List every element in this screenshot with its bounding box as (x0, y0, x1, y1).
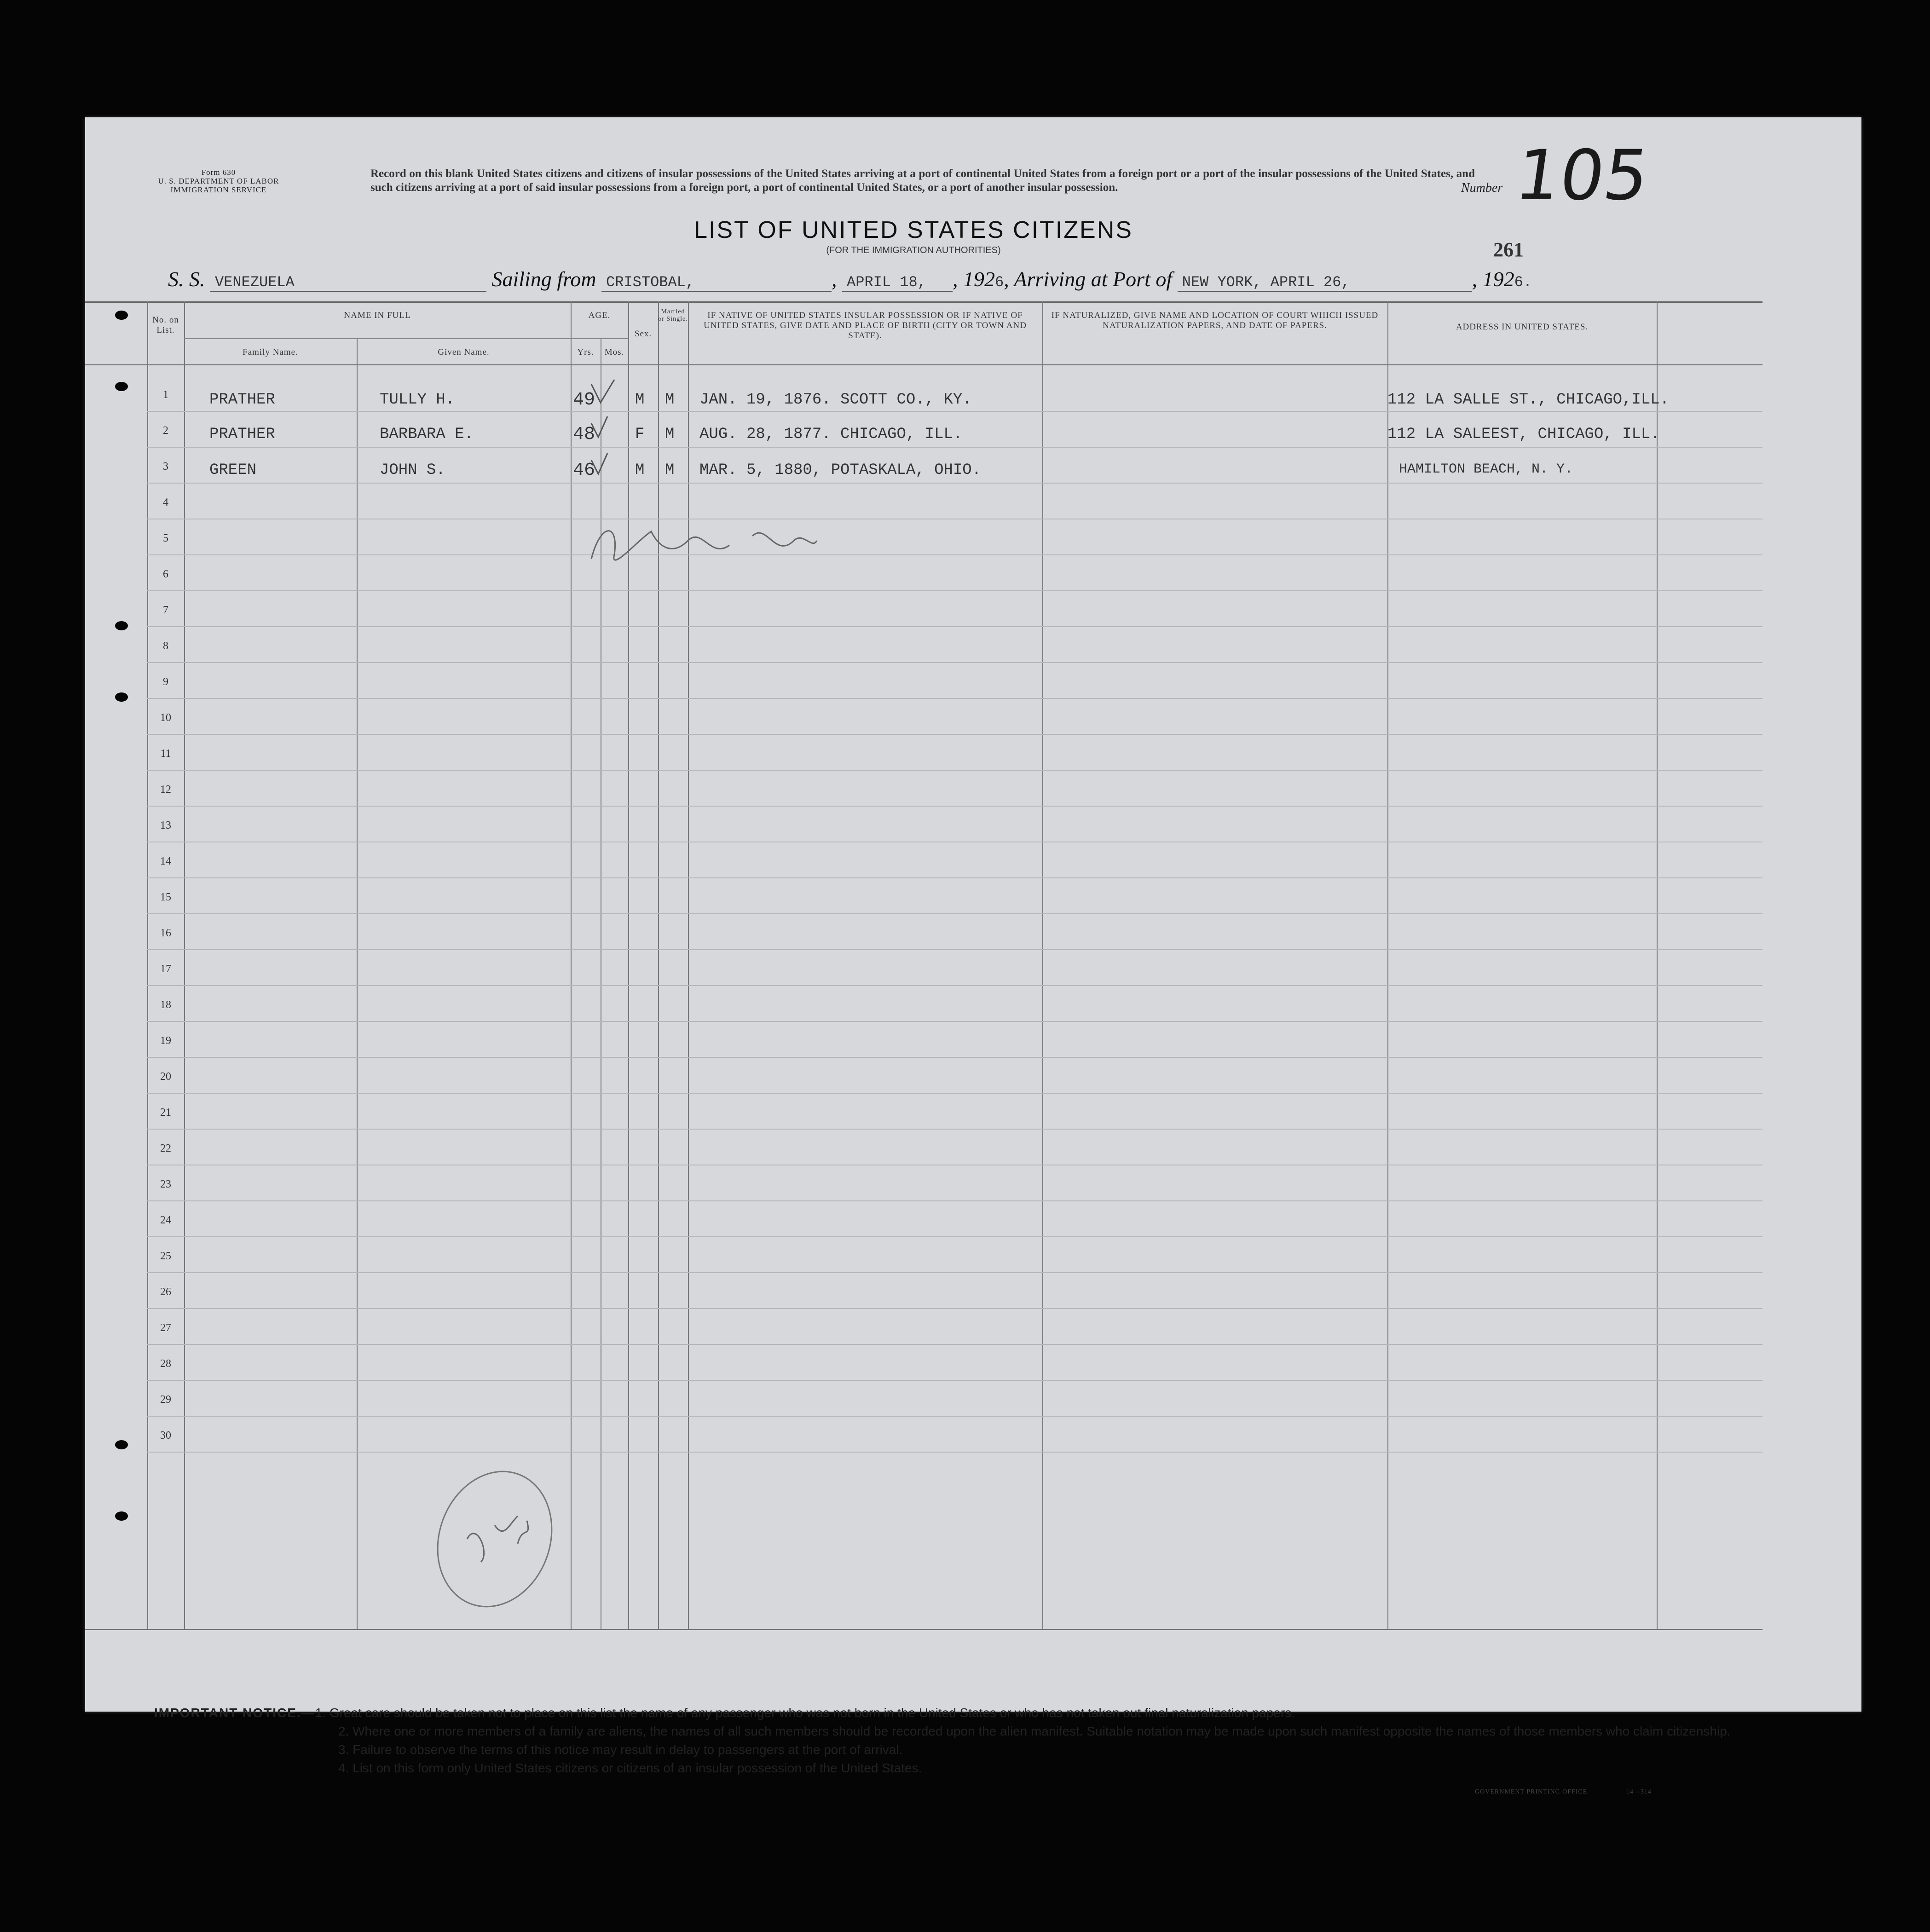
number-label: Number (1461, 181, 1503, 195)
row-number: 24 (160, 1214, 171, 1226)
service-name: IMMIGRATION SERVICE (170, 185, 267, 194)
row-1-family: PRATHER (209, 391, 275, 409)
row-2-address: 112 LA SALEEST, CHICAGO, ILL. (1387, 426, 1660, 443)
row-number: 26 (160, 1286, 171, 1298)
header-sex: Sex. (634, 329, 652, 339)
row-2-yrs: 48 (573, 424, 595, 445)
ss-label: S. S. (168, 267, 205, 291)
year-to: 6. (1514, 274, 1532, 291)
row-number: 9 (163, 676, 168, 688)
row-number: 19 (160, 1035, 171, 1047)
year-from: 6 (995, 274, 1004, 291)
row-number: 22 (160, 1142, 171, 1154)
row-number: 23 (160, 1178, 171, 1190)
punch-hole (115, 621, 128, 630)
row-number: 11 (160, 748, 171, 760)
header-family-name: Family Name. (243, 347, 298, 357)
row-number: 20 (160, 1071, 171, 1083)
row-1-married: M (665, 391, 675, 409)
voyage-line: S. S. VENEZUELA Sailing from CRISTOBAL, , APRIL 18, , 1926, Arriving at Port of NEW YORK, APRIL 26, , 1926. (168, 267, 1532, 291)
row-rule (147, 1093, 1762, 1094)
row-rule (147, 1272, 1762, 1273)
form-id (136, 168, 301, 194)
row-2-given: BARBARA E. (380, 426, 474, 443)
stamp-number: 261 (1493, 238, 1524, 261)
row-rule (147, 1021, 1762, 1022)
row-rule (147, 770, 1762, 771)
row-rule (147, 662, 1762, 663)
row-number: 17 (160, 963, 171, 975)
row-rule (147, 626, 1762, 627)
header-age: AGE. (588, 311, 611, 320)
row-rule (147, 447, 1762, 448)
arrival-port: NEW YORK, APRIL 26, (1178, 274, 1472, 292)
row-rule (147, 985, 1762, 986)
row-rule (147, 1200, 1762, 1201)
row-rule (147, 554, 1762, 555)
record-instructions: Record on this blank United States citizens and citizens of insular possessions of the United States arriving at a port of continental United States from a foreign port or a port of the insular possessions of the United States, and such citizens arriving at a port of said insular possessions from a foreign port, a port of continental United States, or a port of another insular possession. (370, 167, 1475, 194)
printer-office: GOVERNMENT PRINTING OFFICE (1475, 1788, 1588, 1795)
important-notice (154, 1704, 1746, 1777)
row-number: 2 (163, 425, 168, 437)
page-title: LIST OF UNITED STATES CITIZENS (694, 217, 1133, 243)
header-birth: IF NATIVE OF UNITED STATES INSULAR POSSESSION OR IF NATIVE OF UNITED STATES, GIVE DATE AND PLACE OF BIRTH (CITY OR TOWN AND STATE). (704, 311, 1027, 340)
row-rule (147, 1344, 1762, 1345)
row-3-given: JOHN S. (380, 461, 445, 479)
row-2-family: PRATHER (209, 426, 275, 443)
row-1-yrs: 49 (573, 390, 595, 410)
notice-item-3: 3. Failure to observe the terms of this notice may result in delay to passengers at the port of arrival. (338, 1742, 903, 1757)
form-number: Form 630 (201, 168, 236, 177)
row-number: 6 (163, 568, 168, 580)
row-number: 21 (160, 1107, 171, 1119)
row-number: 8 (163, 640, 168, 652)
row-number: 15 (160, 891, 171, 903)
punch-hole (115, 1511, 128, 1521)
notice-item-2: 2. Where one or more members of a family are aliens, the names of all such members should be recorded upon the alien manifest. Suitable notation may be made upon such manifest opposite the names of those members who claim citizenship. (338, 1724, 1731, 1738)
punch-hole (115, 382, 128, 391)
handwritten-checkmarks (582, 380, 656, 504)
punch-hole (115, 311, 128, 320)
header-name-in-full: NAME IN FULL (344, 311, 411, 320)
row-number: 12 (160, 784, 171, 796)
row-3-address: HAMILTON BEACH, N. Y. (1399, 461, 1573, 477)
row-number: 1 (163, 389, 168, 401)
row-number: 29 (160, 1394, 171, 1406)
sailing-label: Sailing from (491, 267, 596, 291)
row-number: 4 (163, 496, 168, 508)
notice-label: IMPORTANT NOTICE.— (154, 1706, 315, 1720)
row-number: 13 (160, 819, 171, 831)
row-number: 18 (160, 999, 171, 1011)
year-prefix-from: 192 (963, 267, 995, 291)
row-1-birth: JAN. 19, 1876. SCOTT CO., KY. (699, 391, 972, 409)
header-married: Married or Single. (658, 308, 688, 323)
row-rule (147, 1057, 1762, 1058)
header-no: No. on List. (152, 315, 179, 335)
row-number: 25 (160, 1250, 171, 1262)
row-rule (147, 1380, 1762, 1381)
year-prefix-to: 192 (1482, 267, 1514, 291)
row-number: 30 (160, 1430, 171, 1442)
row-rule (147, 1129, 1762, 1130)
row-rule (147, 1452, 1762, 1453)
header-address: ADDRESS IN UNITED STATES. (1456, 322, 1589, 332)
row-1-sex: M (635, 391, 645, 409)
row-rule (147, 1308, 1762, 1309)
punch-hole (115, 692, 128, 702)
row-rule (147, 913, 1762, 914)
notice-item-4: 4. List on this form only United States citizens or citizens of an insular possession of the United States. (338, 1761, 922, 1775)
row-1-given: TULLY H. (380, 391, 455, 409)
header-yrs: Yrs. (577, 347, 594, 357)
sailing-date: APRIL 18, (842, 274, 953, 292)
header-given-name: Given Name. (438, 347, 490, 357)
row-3-family: GREEN (209, 461, 257, 479)
handwritten-scribble (582, 513, 821, 577)
row-number: 27 (160, 1322, 171, 1334)
row-3-yrs: 46 (573, 460, 595, 481)
row-2-birth: AUG. 28, 1877. CHICAGO, ILL. (699, 426, 963, 443)
row-1-address: 112 LA SALLE ST., CHICAGO,ILL. (1387, 391, 1670, 409)
row-number: 14 (160, 855, 171, 867)
row-number: 7 (163, 604, 168, 616)
page-subtitle: (FOR THE IMMIGRATION AUTHORITIES) (826, 245, 1001, 255)
header-mos: Mos. (604, 347, 624, 357)
printer-mark (1475, 1788, 1652, 1796)
circled-annotation (426, 1470, 564, 1608)
manifest-sheet (85, 117, 1861, 1795)
row-2-married: M (665, 426, 675, 443)
row-rule (147, 483, 1762, 484)
row-rule (147, 806, 1762, 807)
row-2-sex: F (635, 426, 645, 443)
department-name: U. S. DEPARTMENT OF LABOR (158, 177, 279, 185)
row-rule (147, 1416, 1762, 1417)
row-rule (147, 949, 1762, 950)
row-rule (147, 1236, 1762, 1237)
row-rule (147, 590, 1762, 591)
manifest-table (85, 301, 1762, 1636)
row-3-sex: M (635, 461, 645, 479)
row-rule (147, 698, 1762, 699)
row-number: 5 (163, 532, 168, 544)
row-3-birth: MAR. 5, 1880, POTASKALA, OHIO. (699, 461, 982, 479)
row-number: 10 (160, 712, 171, 724)
arriving-label: , Arriving at Port of (1004, 267, 1173, 291)
ship-name: VENEZUELA (210, 274, 486, 292)
row-number: 16 (160, 927, 171, 939)
printer-code: 14—314 (1626, 1788, 1652, 1795)
punch-hole (115, 1440, 128, 1449)
header-naturalized: IF NATURALIZED, GIVE NAME AND LOCATION OF COURT WHICH ISSUED NATURALIZATION PAPERS, AND DATE OF PAPERS. (1051, 311, 1379, 330)
row-number: 28 (160, 1358, 171, 1370)
row-number: 3 (163, 461, 168, 473)
row-rule (147, 411, 1762, 412)
row-rule (147, 877, 1762, 878)
notice-item-1: 1. Great care should be taken not to place on this list the name of any passenger who was not born in the United States or who has not taken out final naturalization papers. (315, 1706, 1295, 1720)
number-value: 105 (1510, 136, 1654, 216)
sailing-port: CRISTOBAL, (601, 274, 832, 292)
row-rule (147, 734, 1762, 735)
row-3-married: M (665, 461, 675, 479)
